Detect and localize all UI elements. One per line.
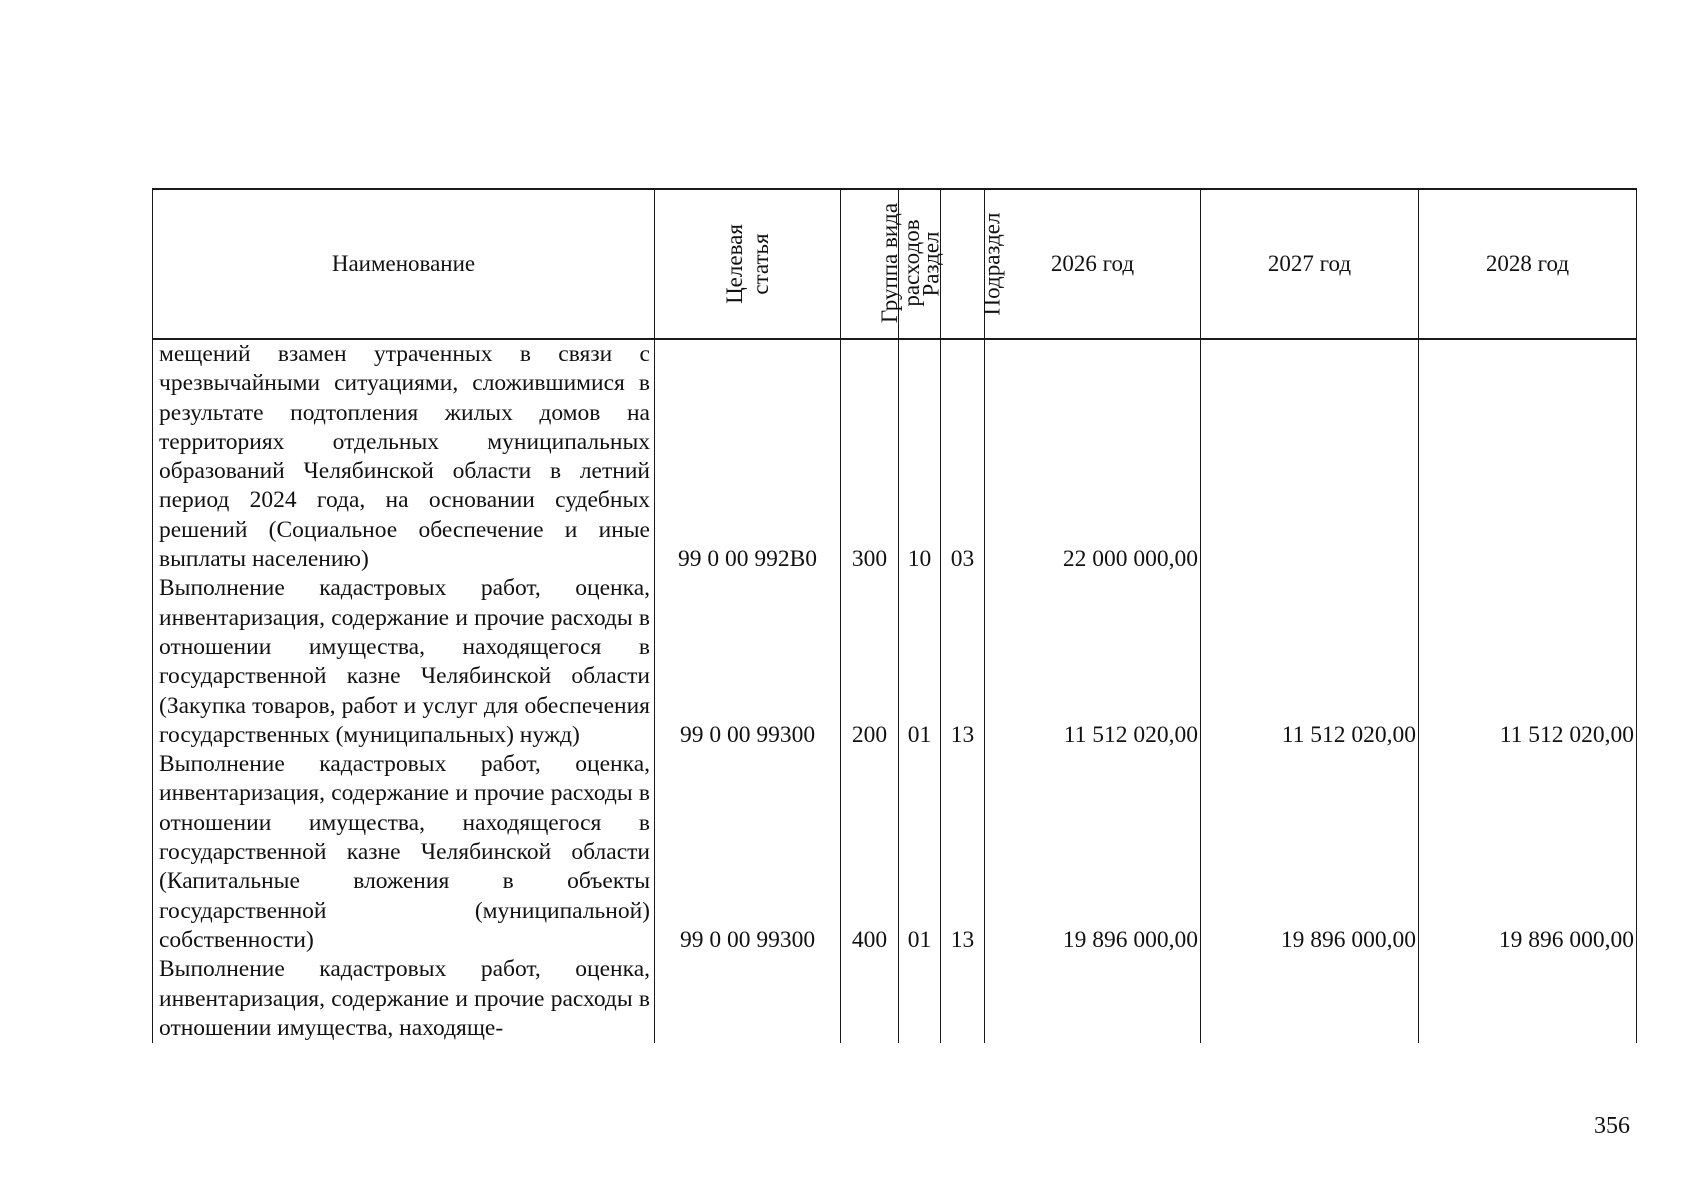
budget-table bbox=[152, 188, 1637, 1043]
row-empty-cell bbox=[985, 955, 1201, 1043]
row-section: 01 bbox=[899, 750, 941, 955]
row-name-continued bbox=[153, 955, 655, 1043]
row-name-text: мещений взамен утраченных в связи с чрезвычайными ситуациями, сложившимися в результате подтопления жилых домов на территориях отдельных муниципальных образований Челябинской области в летний период 2024 года, на основании судебных решений (Социальное обеспечение и иные выплаты населению) bbox=[159, 341, 650, 573]
row-name-text: Выполнение кадастровых работ, оценка, инвентаризация, содержание и прочие расходы в отношении имущества, находящегося в государственной казне Челябинской области (Закупка товаров, работ и услуг для обеспечения государственных (муниципальных) нужд) bbox=[159, 575, 650, 748]
row-name bbox=[153, 574, 655, 750]
row-amount-2027 bbox=[1201, 339, 1419, 574]
row-section: 01 bbox=[899, 574, 941, 750]
row-target-article: 99 0 00 992В0 bbox=[655, 339, 841, 574]
header-expense-group-line-1: Группа вида bbox=[877, 202, 903, 324]
row-target-article: 99 0 00 99300 bbox=[655, 574, 841, 750]
row-section: 10 bbox=[899, 339, 941, 574]
row-amount-2026: 22 000 000,00 bbox=[985, 339, 1201, 574]
row-amount-2026: 19 896 000,00 bbox=[985, 750, 1201, 955]
page-number: 356 bbox=[1594, 1113, 1630, 1139]
continuation-text: Выполнение кадастровых работ, оценка, инвентаризация, содержание и прочие расходы в отношении имущества, находяще- bbox=[159, 956, 650, 1041]
row-subsection: 13 bbox=[941, 750, 985, 955]
row-expense-group: 400 bbox=[841, 750, 899, 955]
row-subsection: 13 bbox=[941, 574, 985, 750]
row-empty-cell bbox=[899, 955, 941, 1043]
row-name-text: Выполнение кадастровых работ, оценка, инвентаризация, содержание и прочие расходы в отношении имущества, находящегося в государственной казне Челябинской области (Капитальные вложения в объекты государственной (муниципальной) собственности) bbox=[159, 751, 650, 953]
row-empty-cell bbox=[655, 955, 841, 1043]
header-expense-group bbox=[841, 189, 925, 339]
row-amount-2027: 11 512 020,00 bbox=[1201, 574, 1419, 750]
header-section-label: Раздел bbox=[918, 231, 944, 297]
header-year-2027: 2027 год bbox=[1201, 189, 1419, 339]
row-amount-2027: 19 896 000,00 bbox=[1201, 750, 1419, 955]
table-header-row bbox=[153, 189, 1637, 339]
header-target-article-line-1: Целевая bbox=[721, 224, 747, 304]
header-subsection bbox=[941, 189, 1005, 339]
row-name bbox=[153, 339, 655, 574]
row-subsection: 03 bbox=[941, 339, 985, 574]
row-empty-cell bbox=[1201, 955, 1419, 1043]
row-expense-group: 200 bbox=[841, 574, 899, 750]
header-year-2026: 2026 год bbox=[985, 189, 1201, 339]
table-row bbox=[153, 574, 1637, 750]
row-empty-cell bbox=[1419, 955, 1637, 1043]
table-row bbox=[153, 750, 1637, 955]
table-row bbox=[153, 339, 1637, 574]
header-subsection-label: Подраздел bbox=[979, 212, 1005, 316]
row-amount-2028 bbox=[1419, 339, 1637, 574]
row-amount-2026: 11 512 020,00 bbox=[985, 574, 1201, 750]
row-amount-2028: 11 512 020,00 bbox=[1419, 574, 1637, 750]
table-row-continued bbox=[153, 955, 1637, 1043]
row-empty-cell bbox=[841, 955, 899, 1043]
row-empty-cell bbox=[941, 955, 985, 1043]
row-amount-2028: 19 896 000,00 bbox=[1419, 750, 1637, 955]
row-target-article: 99 0 00 99300 bbox=[655, 750, 841, 955]
row-name bbox=[153, 750, 655, 955]
header-expense-group-line-2: расходов bbox=[899, 219, 925, 307]
header-name: Наименование bbox=[153, 189, 655, 339]
row-expense-group: 300 bbox=[841, 339, 899, 574]
header-target-article-line-2: статья bbox=[747, 233, 773, 295]
header-target-article bbox=[655, 189, 841, 339]
header-year-2028: 2028 год bbox=[1419, 189, 1637, 339]
